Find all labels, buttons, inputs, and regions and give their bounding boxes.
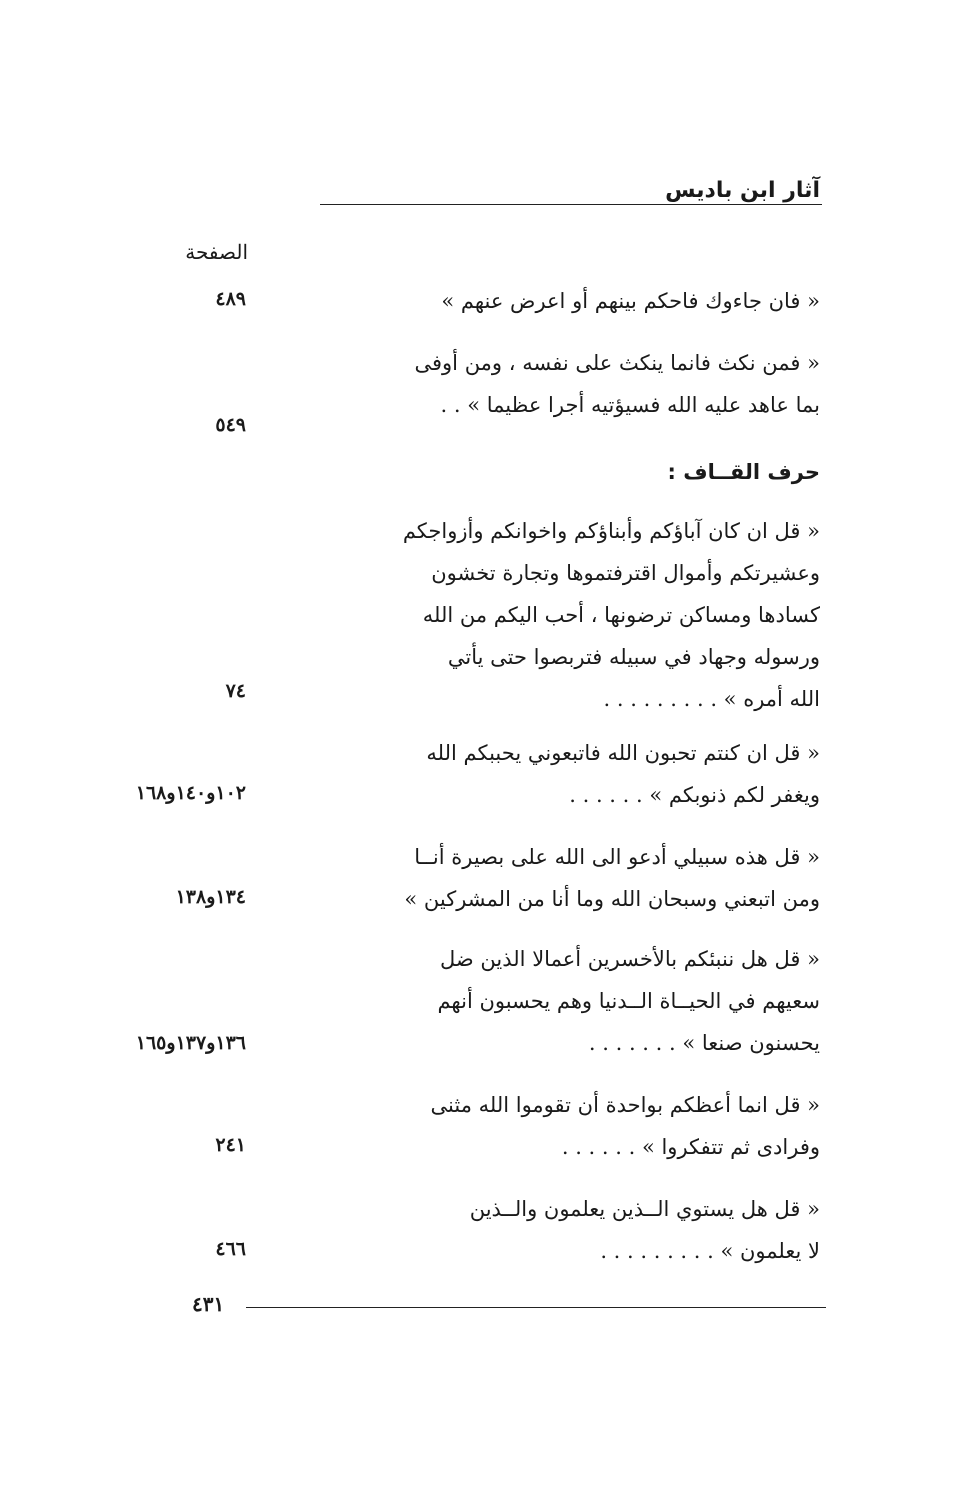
verse-entry — [388, 510, 820, 720]
verse-entry — [388, 342, 820, 426]
page-reference: ٤٨٩ — [215, 288, 246, 310]
verse-line: الله أمره » . . . . . . . . . — [603, 687, 820, 711]
page-reference: ١٠٢و١٤٠و١٦٨ — [135, 782, 246, 804]
verse-line: كسادها ومساكن ترضونها ، أحب اليكم من الله — [422, 603, 820, 627]
verse-line: « قل هذه سبيلي أدعو الى الله على بصيرة أنــا — [414, 845, 820, 869]
verse-line: « فان جاءوك فاحكم بينهم أو اعرض عنهم » — [441, 289, 820, 313]
verse-line: يحسنون صنعا » . . . . . . . — [588, 1031, 820, 1055]
verse-line: « قل هل ننبئكم بالأخسرين أعمالا الذين ضل — [440, 947, 820, 971]
verse-line: بما عاهد عليه الله فسيؤتيه أجرا عظيما » . . — [440, 393, 820, 417]
verse-line: وعشيرتكم وأموال اقترفتموها وتجارة تخشون — [431, 561, 820, 585]
verse-line: « قل هل يستوي الــذين يعلمون والــذين — [469, 1197, 820, 1221]
page-reference: ٢٤١ — [215, 1134, 246, 1156]
verse-entry — [388, 836, 820, 920]
page-reference: ٥٤٩ — [215, 414, 246, 436]
verse-entry — [388, 1084, 820, 1168]
verse-line: « قل ان كنتم تحبون الله فاتبعوني يحببكم الله — [426, 741, 820, 765]
page-reference: ١٣٦و١٣٧و١٦٥ — [135, 1032, 246, 1054]
verse-line: سعيهم في الحيــاة الــدنيا وهم يحسبون أنهم — [437, 989, 820, 1013]
verse-entry — [388, 938, 820, 1064]
page-reference: ٧٤ — [225, 680, 246, 702]
header-rule — [320, 204, 822, 205]
page-number: ٤٣١ — [192, 1292, 225, 1316]
verse-line: وفرادى ثم تتفكروا » . . . . . . — [561, 1135, 820, 1159]
verse-line: « قل ان كان آباؤكم وأبناؤكم واخوانكم وأزواجكم — [402, 519, 820, 543]
verse-entry — [388, 280, 820, 322]
verse-entry — [388, 1188, 820, 1272]
page-reference: ١٣٤و١٣٨ — [175, 886, 246, 908]
section-heading: حرف القــاف : — [667, 460, 820, 484]
verse-entry — [388, 732, 820, 816]
page-reference: ٤٦٦ — [215, 1238, 246, 1260]
verse-line: ويغفر لكم ذنوبكم » . . . . . . — [569, 783, 820, 807]
verse-line: « قل انما أعظكم بواحدة أن تقوموا الله مثنى — [430, 1093, 820, 1117]
verse-line: ومن اتبعني وسبحان الله وما أنا من المشركين » — [404, 887, 820, 911]
running-header-title: آثار ابن باديس — [665, 178, 820, 203]
verse-line: « فمن نكث فانما ينكث على نفسه ، ومن أوفى — [414, 351, 820, 375]
verse-line: لا يعلمون » . . . . . . . . . — [600, 1239, 820, 1263]
footer-rule — [246, 1307, 826, 1308]
page-column-label: الصفحة — [185, 240, 248, 264]
verse-line: ورسوله وجهاد في سبيله فتربصوا حتى يأتي — [447, 645, 820, 669]
